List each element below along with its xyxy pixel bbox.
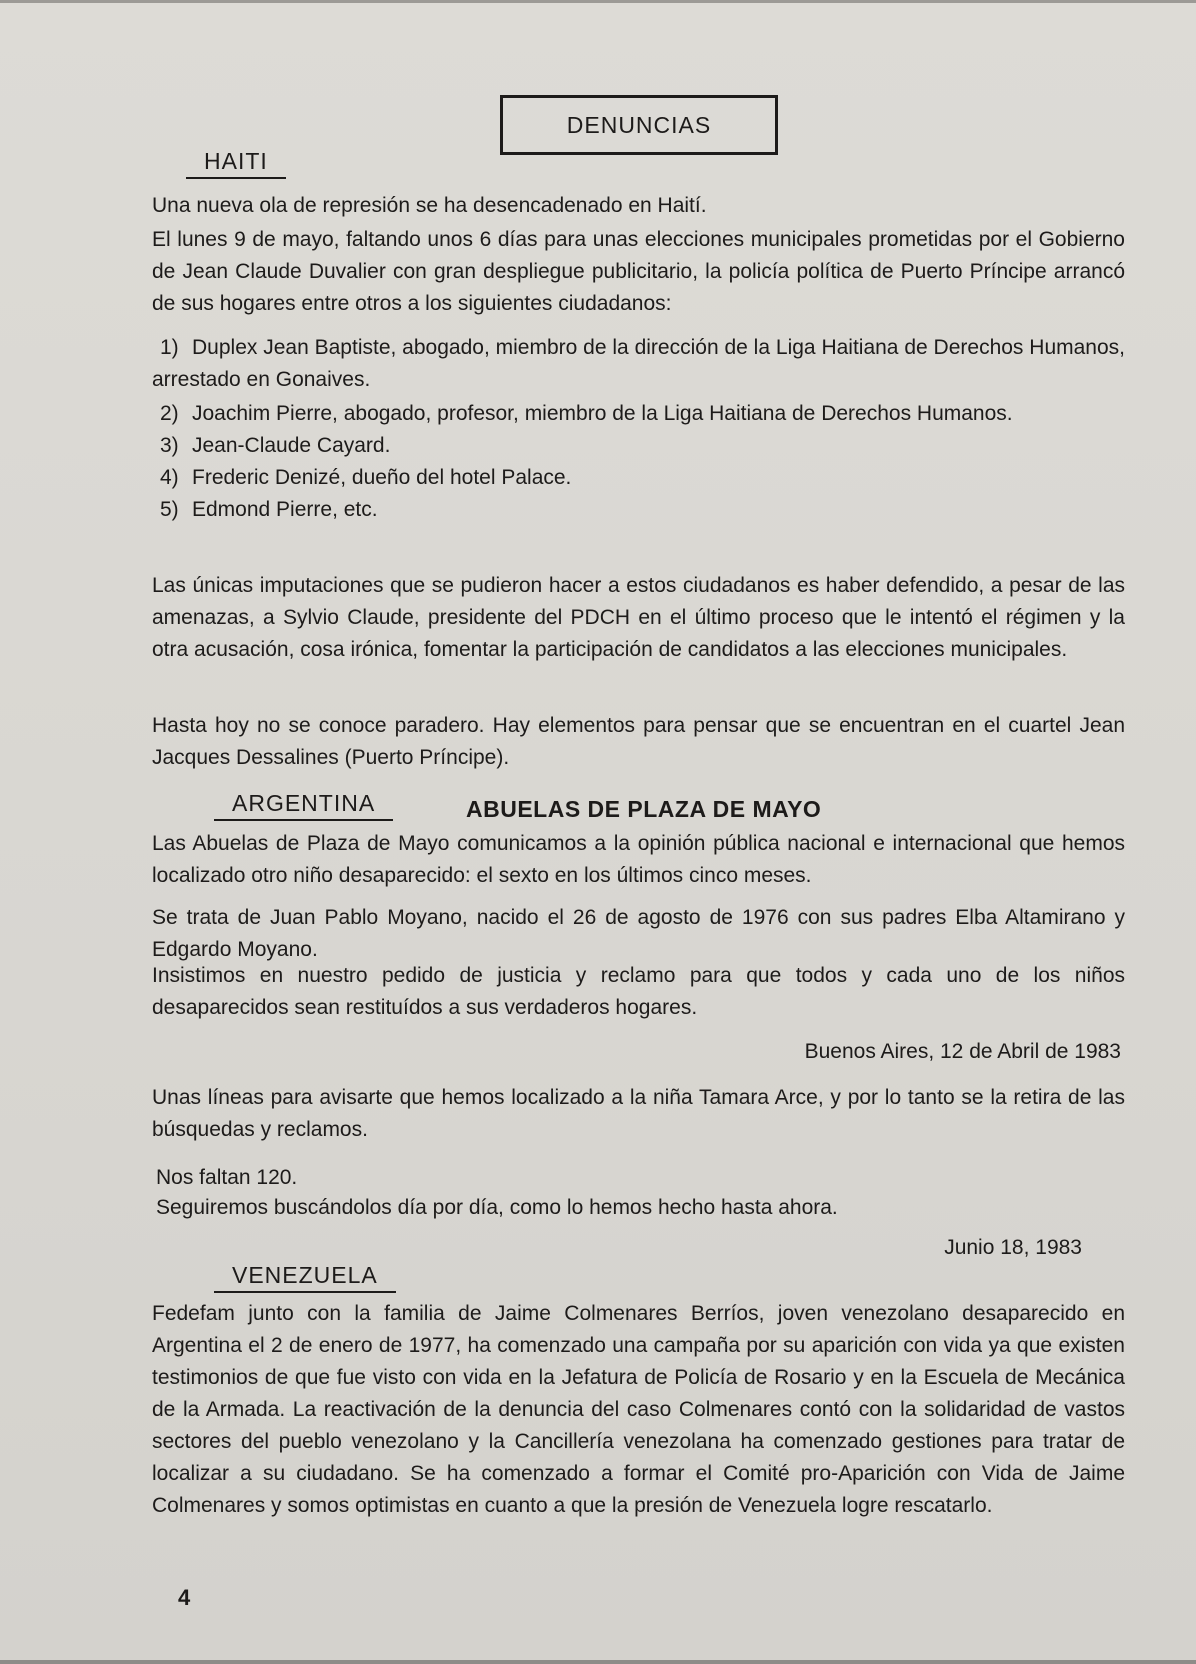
top-edge-line — [0, 0, 1196, 3]
venezuela-title: VENEZUELA — [214, 1262, 396, 1293]
list-text: Jean-Claude Cayard. — [192, 434, 391, 457]
list-item — [152, 398, 1125, 430]
page-number: 4 — [178, 1585, 191, 1610]
list-number: 1) — [160, 336, 179, 359]
list-text: Edmond Pierre, etc. — [192, 498, 378, 521]
argentina-date-2: Junio 18, 1983 — [944, 1236, 1082, 1259]
argentina-paragraph-4: Unas líneas para avisarte que hemos localizado a la niña Tamara Arce, y por lo tanto se la retira de las búsquedas y reclamos. — [152, 1086, 1125, 1141]
list-number: 5) — [160, 498, 179, 521]
venezuela-paragraph-1: Fedefam junto con la familia de Jaime Colmenares Berríos, joven venezolano desaparecido en Argentina el 2 de enero de 1977, ha comenzado una campaña por su aparición con vida ya que existen testimonios de que fue visto con vida en la Jefatura de Policía de Rosario y en la Escuela de Mecánica de la Armada. La reactivación de la denuncia del caso Colmenares contó con la solidaridad de vastos sectores del pueblo venezolano y la Cancillería venezolana ha comenzado gestiones para tratar de localizar a su ciudadano. Se ha comenzado a formar el Comité pro-Aparición con Vida de Jaime Colmenares y somos optimistas en cuanto a que la presión de Venezuela logre rescatarlo. — [152, 1302, 1125, 1517]
haiti-title: HAITI — [186, 148, 286, 179]
list-text: Joachim Pierre, abogado, profesor, miembro de la Liga Haitiana de Derechos Humanos. — [192, 402, 1013, 425]
argentina-paragraph-5: Nos faltan 120. — [156, 1166, 298, 1189]
argentina-paragraph-6: Seguiremos buscándolos día por día, como lo hemos hecho hasta ahora. — [156, 1196, 838, 1219]
bottom-edge-line — [0, 1660, 1196, 1664]
haiti-paragraph-3: Las únicas imputaciones que se pudieron hacer a estos ciudadanos es haber defendido, a pesar de las amenazas, a Sylvio Claude, presidente del PDCH en el último proceso que le intentó el régimen y la otra acusación, cosa irónica, fomentar la participación de candidatos a las elecciones municipales. — [152, 574, 1125, 661]
list-item — [152, 494, 1125, 526]
header-box — [500, 95, 778, 155]
list-text: Duplex Jean Baptiste, abogado, miembro de la dirección de la Liga Haitiana de Derechos Humanos, arrestado en Gonaives. — [152, 336, 1125, 391]
argentina-paragraph-3: Insistimos en nuestro pedido de justicia y reclamo para que todos y cada uno de los niños desaparecidos sean restituídos a sus verdaderos hogares. — [152, 964, 1125, 1019]
haiti-paragraph-2: El lunes 9 de mayo, faltando unos 6 días para unas elecciones municipales prometidas por el Gobierno de Jean Claude Duvalier con gran despliegue publicitario, la policía política de Puerto Príncipe arrancó de sus hogares entre otros a los siguientes ciudadanos: — [152, 228, 1125, 315]
list-number: 2) — [160, 402, 179, 425]
haiti-paragraph-4: Hasta hoy no se conoce paradero. Hay elementos para pensar que se encuentran en el cuartel Jean Jacques Dessalines (Puerto Príncipe). — [152, 714, 1125, 769]
argentina-paragraph-1: Las Abuelas de Plaza de Mayo comunicamos a la opinión pública nacional e internacional que hemos localizado otro niño desaparecido: el sexto en los últimos cinco meses. — [152, 832, 1125, 887]
argentina-paragraph-2: Se trata de Juan Pablo Moyano, nacido el 26 de agosto de 1976 con sus padres Elba Altamirano y Edgardo Moyano. — [152, 906, 1125, 961]
header-label: DENUNCIAS — [566, 111, 712, 138]
haiti-paragraph-1: Una nueva ola de represión se ha desencadenado en Haití. — [152, 194, 707, 217]
list-number: 4) — [160, 466, 179, 489]
list-item — [152, 332, 1125, 396]
argentina-subtitle: ABUELAS DE PLAZA DE MAYO — [466, 796, 822, 822]
argentina-date-1: Buenos Aires, 12 de Abril de 1983 — [804, 1040, 1121, 1063]
haiti-detainee-list — [152, 332, 1125, 526]
list-text: Frederic Denizé, dueño del hotel Palace. — [192, 466, 572, 489]
list-number: 3) — [160, 434, 179, 457]
argentina-title: ARGENTINA — [214, 790, 393, 821]
list-item — [152, 430, 1125, 462]
list-item — [152, 462, 1125, 494]
